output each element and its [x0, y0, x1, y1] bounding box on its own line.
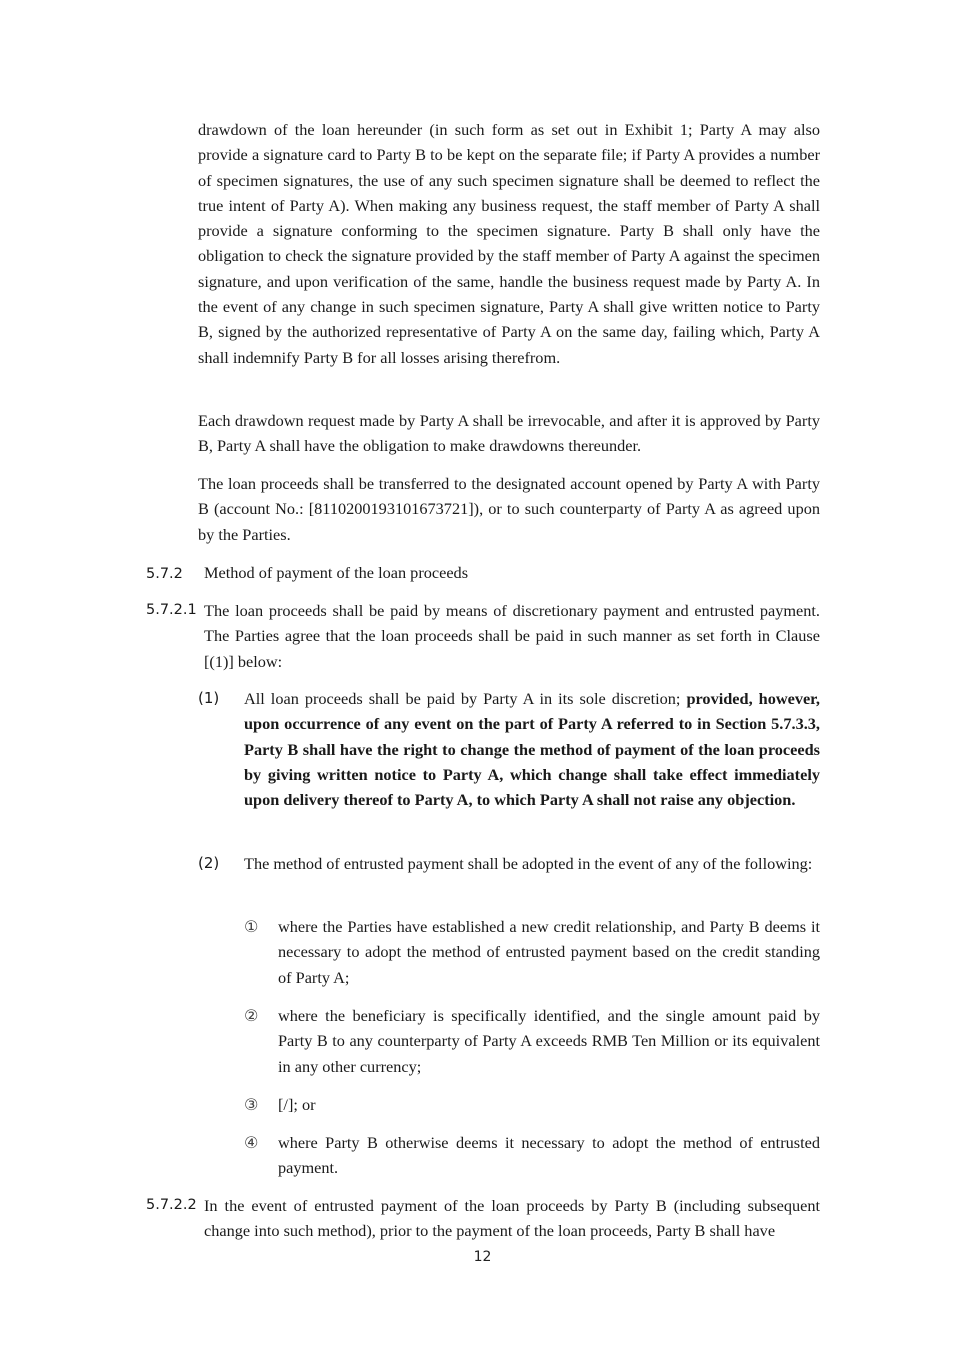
paragraph-irrevocable-drawdown: Each drawdown request made by Party A shall be irrevocable, and after it is approved by Party B, Party A shall have the obligation to make drawdowns thereunder. — [198, 411, 820, 456]
sub-item-2 — [244, 1003, 820, 1079]
list-item-2 — [198, 851, 820, 876]
list-item-bold-text: provided, however, upon occurrence of any event on the part of Party A referred to in Section 5.7.3.3, Party B shall have the right to change the method of payment of the loan proceeds by giving written notice to Party A, which change shall take effect immediately upon delivery thereof to Party A, to which Party A shall not raise any objection. — [244, 689, 820, 810]
paragraph-loan-proceeds-account: The loan proceeds shall be transferred to the designated account opened by Party A with Party B (account No.: [8110200193101673721]), or to such counterparty of Party A as agreed upon by the Parties. — [198, 474, 820, 544]
circled-number-marker: ① — [244, 917, 259, 936]
sub-item-4 — [244, 1130, 820, 1181]
list-item-text — [244, 686, 820, 812]
clause-5-7-2-2 — [146, 1193, 820, 1244]
section-heading-5-7-2 — [146, 560, 468, 587]
list-item-number: (2) — [198, 854, 220, 872]
list-item-number: (1) — [198, 689, 220, 707]
sub-item-text: where Party B otherwise deems it necessary to adopt the method of entrusted payment. — [278, 1133, 820, 1178]
circled-number-marker: ④ — [244, 1133, 259, 1152]
list-item-1 — [198, 686, 820, 812]
clause-number: 5.7.2.2 — [146, 1197, 197, 1213]
circled-number-marker: ② — [244, 1006, 259, 1025]
sub-item-3 — [244, 1092, 820, 1117]
section-number: 5.7.2 — [146, 566, 183, 582]
paragraph-specimen-signature: drawdown of the loan hereunder (in such form as set out in Exhibit 1; Party A may also provide a signature card to Party B to be kept on the separate file; if Party A provides a number of specimen signatures, the use of any such specimen signature shall be deemed to reflect the true intent of Party A). When making any business request, the staff member of Party A shall provide a signature conforming to the specimen signature. Party B shall only have the obligation to check the signature provided by the staff member of Party A against the specimen signature, and upon verification of the same, handle the business request made by Party A. In the event of any change in such specimen signature, Party A shall give written notice to Party B, signed by the authorized representative of Party A on the same day, failing which, Party A shall indemnify Party B for all losses arising therefrom. — [198, 120, 820, 367]
list-item-plain-text: All loan proceeds shall be paid by Party A in its sole discretion; — [244, 689, 687, 708]
sub-item-text: where the Parties have established a new credit relationship, and Party B deems it necessary to adopt the method of entrusted payment based on the credit standing of Party A; — [278, 917, 820, 987]
clause-number: 5.7.2.1 — [146, 602, 197, 618]
list-item-text: The method of entrusted payment shall be adopted in the event of any of the following: — [244, 854, 813, 873]
clause-5-7-2-1 — [146, 598, 820, 674]
sub-item-1 — [244, 914, 820, 990]
clause-text: The loan proceeds shall be paid by means of discretionary payment and entrusted payment. The Parties agree that the loan proceeds shall be paid in such manner as set forth in Clause [(1)] below: — [204, 601, 820, 671]
sub-item-text: where the beneficiary is specifically identified, and the single amount paid by Party B to any counterparty of Party A exceeds RMB Ten Million or its equivalent in any other currency; — [278, 1006, 820, 1076]
circled-number-marker: ③ — [244, 1095, 259, 1114]
page-number: 12 — [473, 1249, 492, 1265]
clause-text: In the event of entrusted payment of the loan proceeds by Party B (including subsequent change into such method), prior to the payment of the loan proceeds, Party B shall have — [204, 1196, 820, 1241]
section-title: Method of payment of the loan proceeds — [204, 563, 469, 582]
sub-item-text: [/]; or — [278, 1095, 316, 1114]
